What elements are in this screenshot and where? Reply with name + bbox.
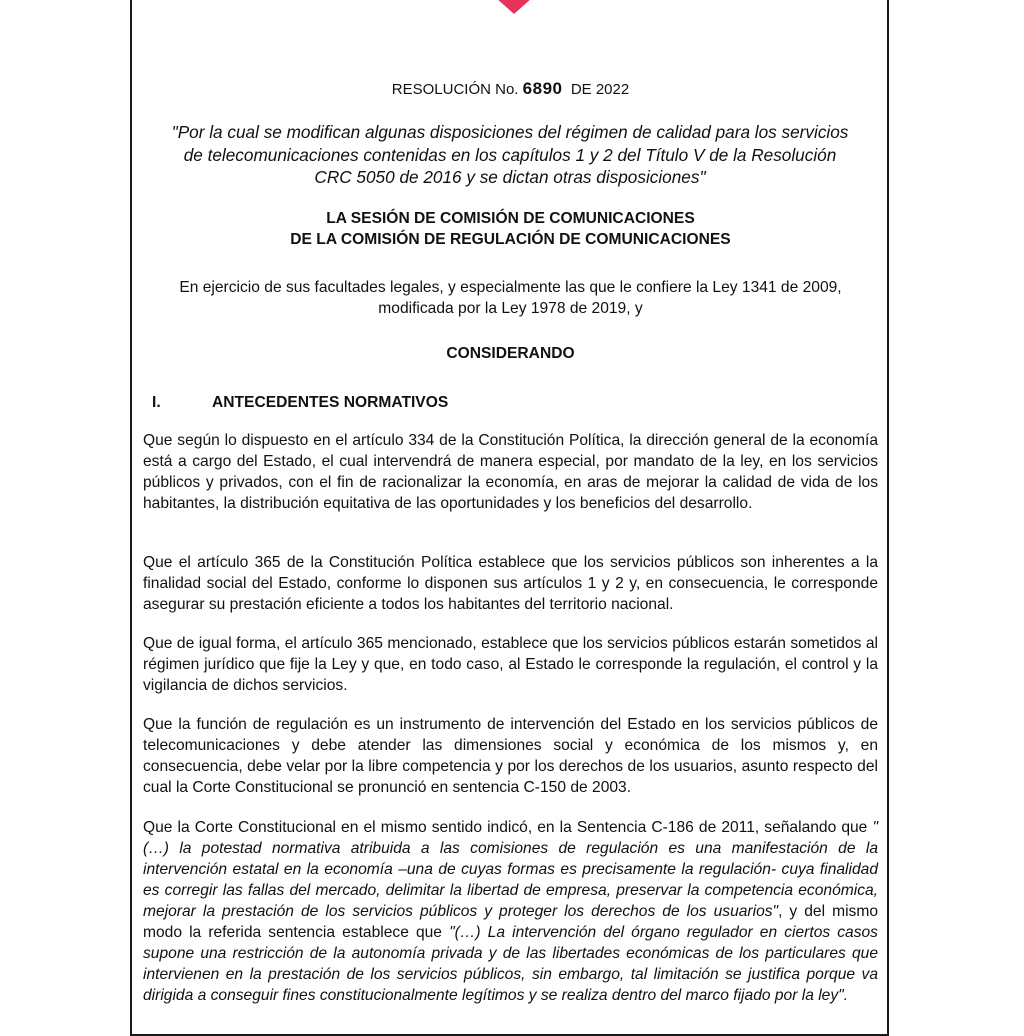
paragraph-5-quote-1: "(…) la potestad normativa atribuida a las comisiones de regulación es una manifestación de la intervención estatal en la economía –una de cuyas formas es precisamente la regulación- cuya finalidad es corregir las fallas del mercado, delimitar la libertad de empresa, preservar la competencia económica, mejorar la prestación de los servicios públicos y proteger los derechos de los usuarios" xyxy=(143,819,878,920)
issuing-body-line-2: DE LA COMISIÓN DE REGULACIÓN DE COMUNICACIONES xyxy=(290,231,731,248)
resolution-prefix: RESOLUCIÓN No. xyxy=(391,81,519,98)
paragraph-5-intro: Que la Corte Constitucional en el mismo sentido indicó, en la Sentencia C-186 de 2011, señalando que xyxy=(143,819,873,836)
resolution-number: 6890 xyxy=(522,79,563,98)
paragraph-4: Que la función de regulación es un instrumento de intervención del Estado en los servicios públicos de telecomunicaciones y debe atender las dimensiones social y económica de los mismos y, en consecuencia, debe velar por la libre competencia y por los derechos de los usuarios, asunto respecto del cual la Corte Constitucional se pronunció en sentencia C-150 de 2003. xyxy=(143,716,878,796)
paragraph-5-middle: , y del mismo modo la referida sentencia establece que xyxy=(143,903,878,941)
considerando-heading: CONSIDERANDO xyxy=(446,345,575,362)
paragraph-3: Que de igual forma, el artículo 365 mencionado, establece que los servicios públicos estarán sometidos al régimen jurídico que fije la Ley y que, en todo caso, al Estado le corresponde la regulación, el control y la vigilancia de dichos servicios. xyxy=(143,635,878,694)
paragraph-1: Que según lo dispuesto en el artículo 334 de la Constitución Política, la dirección general de la economía está a cargo del Estado, el cual intervendrá de manera especial, por mandato de la ley, en los servicios públicos y privados, con el fin de racionalizar la economía, en aras de mejorar la calidad de vida de los habitantes, la distribución equitativa de las oportunidades y los beneficios del desarrollo. xyxy=(143,432,878,512)
preamble xyxy=(143,277,878,319)
preamble-line-2: modificada por la Ley 1978 de 2019, y xyxy=(378,300,643,317)
preamble-line-1: En ejercicio de sus facultades legales, y especialmente las que le confiere la Ley 1341 de 2009, xyxy=(179,279,842,296)
section-title: ANTECEDENTES NORMATIVOS xyxy=(212,394,449,411)
issuing-body-title xyxy=(143,208,878,250)
crc-logo-icon xyxy=(494,0,534,16)
paragraph-2: Que el artículo 365 de la Constitución Política establece que los servicios públicos son inherentes a la finalidad social del Estado, conforme lo disponen sus artículos 1 y 2 y, en consecuencia, le corresponde asegurar su prestación eficiente a todos los habitantes del territorio nacional. xyxy=(143,554,878,613)
paragraph-5-end: . xyxy=(843,987,849,1004)
section-number: I. xyxy=(152,394,161,411)
resolution-subject: "Por la cual se modifican algunas disposiciones del régimen de calidad para los servicios de telecomunicaciones contenidas en los capítulos 1 y 2 del Título V de la Resolución CRC 5050 de 2016 y se dictan otras disposiciones" xyxy=(171,122,849,187)
resolution-year: DE 2022 xyxy=(570,81,630,98)
issuing-body-line-1: LA SESIÓN DE COMISIÓN DE COMUNICACIONES xyxy=(326,210,695,227)
paragraph-5-quote-2: "(…) La intervención del órgano regulador en ciertos casos supone una restricción de la autonomía privada y de las libertades económicas de los particulares que intervienen en la prestación de los servicios públicos, sin embargo, tal limitación se justifica porque va dirigida a conseguir fines constitucionalmente legítimos y se realiza dentro del marco fijado por la ley" xyxy=(143,924,878,1004)
paragraph-5 xyxy=(143,817,878,1006)
section-heading xyxy=(143,392,878,413)
resolution-header xyxy=(143,78,878,100)
